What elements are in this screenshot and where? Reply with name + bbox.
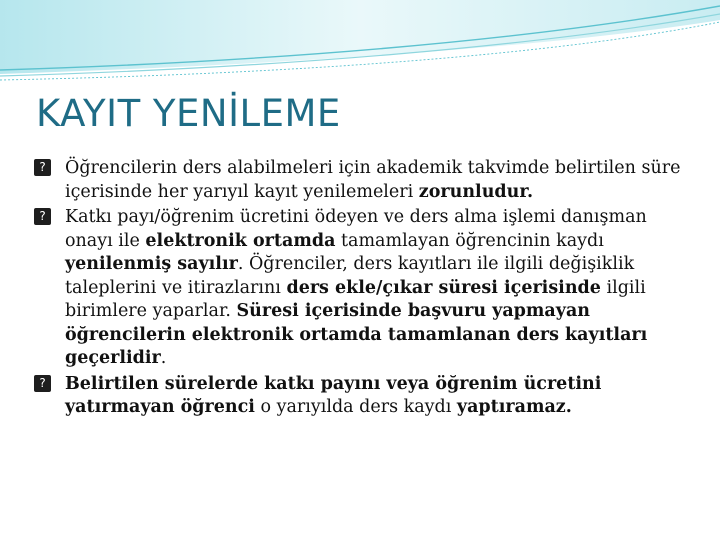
text-run: o yarıyılda ders kaydı [254, 397, 457, 417]
header-wave-decoration [0, 0, 720, 100]
bullet-marker-icon: ? [34, 159, 51, 176]
bullet-item-1 [34, 157, 684, 204]
bold-text-run: yenilenmiş sayılır [65, 254, 238, 274]
text-run: . [160, 348, 167, 368]
bold-text-run: Belirtilen sürelerde katkı payını veya öğrenim ücretini yatırmayan öğrenci [65, 373, 602, 417]
bullet-marker-icon: ? [34, 208, 51, 225]
bold-text-run: Süresi içerisinde başvuru yapmayan öğrencilerin elektronik ortamda tamamlanan ders kayıtları geçerlidir [65, 301, 648, 368]
text-run: tamamlayan öğrencinin kaydı [335, 230, 604, 251]
text-run: . Öğrenciler, ders kayıtları ile ilgili değişiklik taleplerini ve itirazlarını [65, 254, 635, 298]
content-bullet-list [34, 157, 684, 422]
bullet-marker-icon: ? [34, 375, 51, 392]
bold-text-run: . [527, 181, 534, 202]
text-run: Katkı payı/öğrenim ücretini ödeyen ve ders alma işlemi danışman onayı ile [65, 207, 647, 251]
bullet-item-3 [34, 373, 684, 420]
text-run: Öğrencilerin ders alabilmeleri için akademik takvimde belirtilen süre içerisinde her yarıyıl kayıt yenilemeleri [65, 158, 681, 202]
bold-text-run: yaptıramaz [456, 397, 566, 417]
slide-title: KAYIT YENİLEME [36, 92, 341, 135]
bullet-item-2 [34, 206, 684, 371]
bold-text-run: zorunludur [418, 181, 528, 202]
bold-text-run: . [565, 397, 572, 417]
bold-text-run: ders ekle/çıkar süresi içerisinde [286, 277, 601, 298]
wave-fill [0, 0, 720, 74]
text-run: ilgili birimlere yaparlar. [65, 277, 646, 321]
bold-text-run: elektronik ortamda [145, 230, 336, 251]
